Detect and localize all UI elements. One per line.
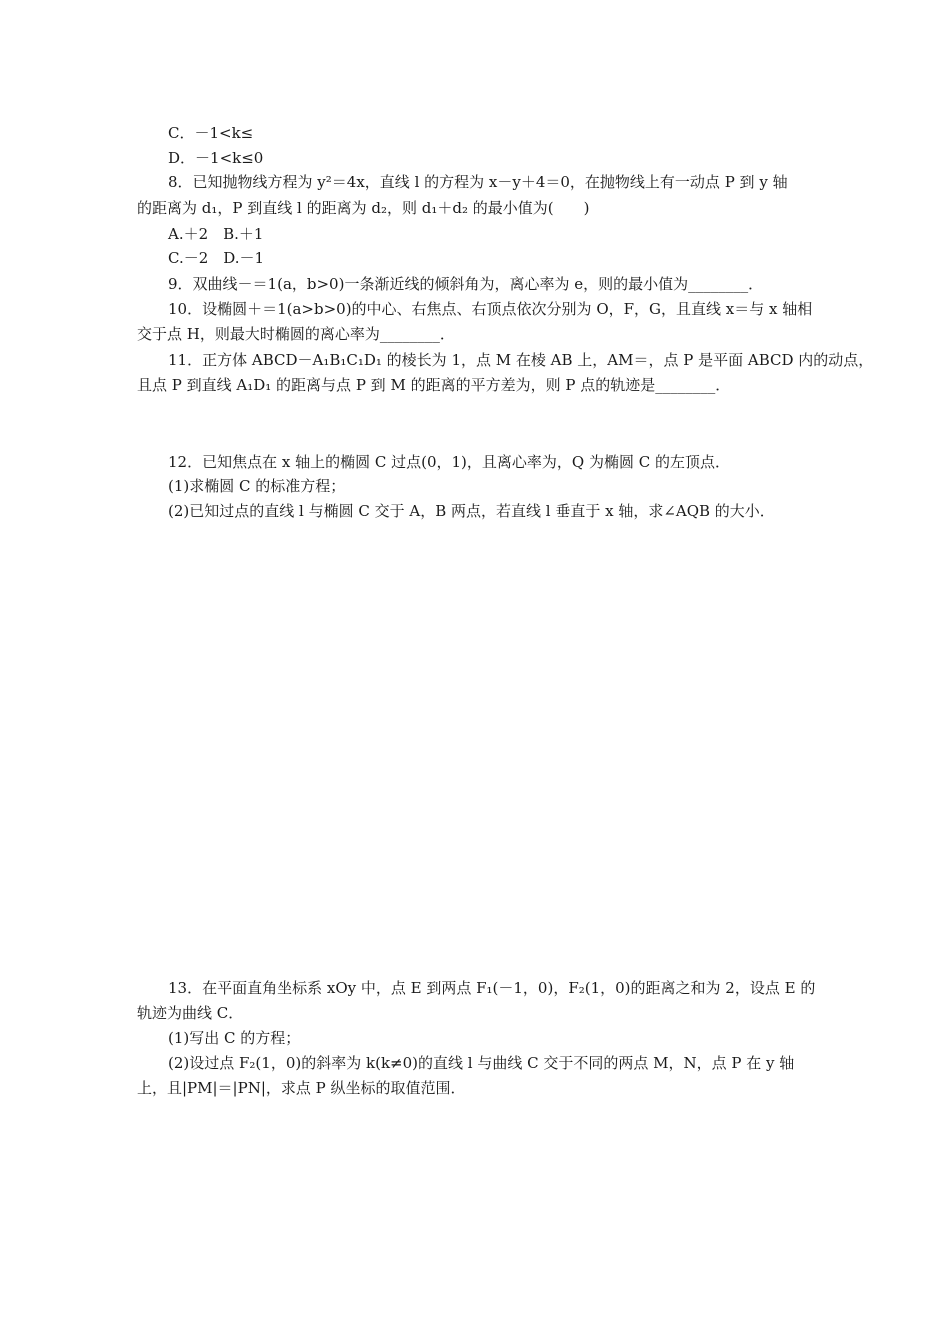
q8-text-line2: 的距离为 d₁，P 到直线 l 的距离为 d₂，则 d₁＋d₂ 的最小值为( ) bbox=[137, 199, 590, 217]
q11-text-line1: 11．正方体 ABCD－A₁B₁C₁D₁ 的棱长为 1，点 M 在棱 AB 上，AM＝，点 P 是平面 ABCD 内的动点， bbox=[168, 351, 874, 369]
q8-options-ab: A.＋2 B.＋1 bbox=[168, 225, 264, 243]
q7-option-c: C．－1<k≤ bbox=[168, 124, 254, 142]
q13-text-line1: 13．在平面直角坐标系 xOy 中，点 E 到两点 F₁(－1，0)，F₂(1，0)的距离之和为 2，设点 E 的 bbox=[168, 979, 816, 997]
q13-text-line2: 轨迹为曲线 C． bbox=[137, 1004, 244, 1022]
q10-text-line1: 10．设椭圆＋＝1(a>b>0)的中心、右焦点、右顶点依次分别为 O，F，G，且直线 x＝与 x 轴相 bbox=[168, 300, 813, 318]
q13-part2-line2: 上，且|PM|＝|PN|，求点 P 纵坐标的取值范围． bbox=[137, 1079, 466, 1097]
q13-part2-line1: (2)设过点 F₂(1，0)的斜率为 k(k≠0)的直线 l 与曲线 C 交于不同的两点 M，N，点 P 在 y 轴 bbox=[168, 1054, 795, 1072]
q12-part1: (1)求椭圆 C 的标准方程； bbox=[168, 477, 346, 495]
q7-option-d: D．－1<k≤0 bbox=[168, 149, 264, 167]
q8-options-cd: C.－2 D.－1 bbox=[168, 249, 265, 267]
q12-part2: (2)已知过点的直线 l 与椭圆 C 交于 A，B 两点，若直线 l 垂直于 x 轴，求∠AQB 的大小． bbox=[168, 502, 775, 520]
q13-part1: (1)写出 C 的方程； bbox=[168, 1029, 301, 1047]
q10-text-line2: 交于点 H，则最大时椭圆的离心率为________． bbox=[137, 325, 455, 343]
q8-text-line1: 8．已知抛物线方程为 y²＝4x，直线 l 的方程为 x－y＋4＝0，在抛物线上有一动点 P 到 y 轴 bbox=[168, 173, 788, 191]
q12-text: 12．已知焦点在 x 轴上的椭圆 C 过点(0，1)，且离心率为，Q 为椭圆 C 的左顶点． bbox=[168, 453, 730, 471]
q11-text-line2: 且点 P 到直线 A₁D₁ 的距离与点 P 到 M 的距离的平方差为，则 P 点的轨迹是________． bbox=[137, 376, 731, 394]
q9-text: 9．双曲线－＝1(a，b>0)一条渐近线的倾斜角为，离心率为 e，则的最小值为________． bbox=[168, 275, 764, 293]
